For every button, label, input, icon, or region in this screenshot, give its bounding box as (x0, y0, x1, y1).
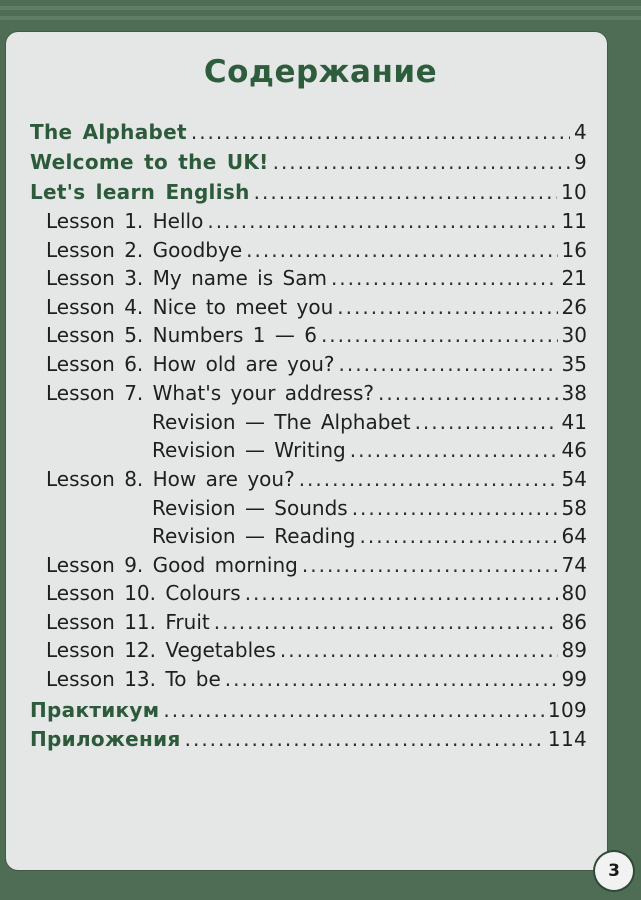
toc-entry-label: Lesson 4. Nice to meet you (46, 295, 334, 319)
toc-entry-label: Revision — The Alphabet (152, 410, 411, 434)
toc-entry-label: The Alphabet (30, 120, 187, 144)
dot-leader (415, 410, 558, 434)
toc-entry (46, 238, 587, 266)
dot-leader (245, 581, 558, 605)
dot-leader (214, 610, 558, 634)
toc-entry-page: 30 (561, 323, 587, 347)
dot-leader (246, 238, 557, 262)
dot-leader (378, 381, 558, 405)
toc-entry-page: 74 (561, 553, 587, 577)
toc-entry-page: 9 (573, 150, 587, 174)
toc-entry-page: 35 (561, 352, 587, 376)
dot-leader (273, 150, 570, 174)
dot-leader (225, 667, 558, 691)
toc-entry-page: 4 (573, 120, 587, 144)
dot-leader (352, 496, 558, 520)
toc-entry-label: Lesson 8. How are you? (46, 467, 295, 491)
toc-entry-page: 11 (561, 209, 587, 233)
page-number-badge: 3 (595, 852, 633, 890)
toc-entry (46, 381, 587, 409)
toc-entry (152, 524, 587, 552)
toc-entry-label: Lesson 2. Goodbye (46, 238, 243, 262)
toc-entry-label: Revision — Reading (152, 524, 356, 548)
toc-entry (30, 698, 587, 726)
toc-entry-label: Lesson 13. To be (46, 667, 221, 691)
toc-entry-label: Welcome to the UK! (30, 150, 269, 174)
toc-entry (152, 438, 587, 466)
toc-entry-page: 41 (561, 410, 587, 434)
toc-entry (46, 667, 587, 695)
page-title: Содержание (203, 54, 438, 90)
toc-entry-page: 10 (560, 180, 587, 204)
dot-leader (331, 266, 558, 290)
toc-entry-label: Revision — Writing (152, 438, 346, 462)
toc-entry-page: 80 (561, 581, 587, 605)
toc-entry (30, 120, 587, 148)
toc-entry-label: Lesson 9. Good morning (46, 553, 298, 577)
toc-entry-label: Revision — Sounds (152, 496, 348, 520)
toc-entry (46, 266, 587, 294)
toc-entry-label: Практикум (30, 698, 160, 722)
toc-entry (46, 467, 587, 495)
toc-entry (46, 553, 587, 581)
toc-entry-label: Lesson 3. My name is Sam (46, 266, 327, 290)
toc-entry (46, 352, 587, 380)
toc-entry-page: 99 (561, 667, 587, 691)
toc-entry-page: 109 (547, 698, 587, 722)
dot-leader (339, 352, 558, 376)
dot-leader (191, 120, 570, 144)
toc-entry (152, 410, 587, 438)
toc-entry (30, 150, 587, 178)
toc-entry (30, 727, 587, 755)
dot-leader (254, 180, 557, 204)
dot-leader (185, 727, 544, 751)
dot-leader (350, 438, 558, 462)
dot-leader (163, 698, 544, 722)
toc-entry-page: 21 (561, 266, 587, 290)
dot-leader (299, 467, 558, 491)
toc-entry (46, 581, 587, 609)
toc-entry-page: 86 (561, 610, 587, 634)
toc-entry-page: 89 (561, 638, 587, 662)
toc-entry-label: Lesson 10. Colours (46, 581, 241, 605)
toc-entry-page: 64 (561, 524, 587, 548)
toc-entry-page: 16 (561, 238, 587, 262)
toc-entry (46, 638, 587, 666)
toc-entry-label: Let's learn English (30, 180, 250, 204)
dot-leader (280, 638, 558, 662)
toc-entry (46, 610, 587, 638)
dot-leader (359, 524, 557, 548)
toc-entry (152, 496, 587, 524)
dot-leader (321, 323, 558, 347)
toc-entry-page: 46 (561, 438, 587, 462)
toc-entry-page: 114 (547, 727, 587, 751)
toc-entry-label: Lesson 7. What's your address? (46, 381, 374, 405)
toc-entry-label: Lesson 12. Vegetables (46, 638, 276, 662)
toc-entry (46, 323, 587, 351)
toc-entry-label: Lesson 5. Numbers 1 — 6 (46, 323, 317, 347)
toc-entry-label: Lesson 11. Fruit (46, 610, 210, 634)
toc-entry (46, 209, 587, 237)
toc-entry-label: Приложения (30, 727, 181, 751)
toc-entry (30, 180, 587, 208)
toc-entry-label: Lesson 1. Hello (46, 209, 204, 233)
toc-entry (46, 295, 587, 323)
toc-entry-label: Lesson 6. How old are you? (46, 352, 335, 376)
dot-leader (207, 209, 557, 233)
toc-entry-page: 26 (561, 295, 587, 319)
dot-leader (302, 553, 558, 577)
toc-entry-page: 38 (561, 381, 587, 405)
dot-leader (337, 295, 557, 319)
toc-entry-page: 54 (561, 467, 587, 491)
toc-entry-page: 58 (561, 496, 587, 520)
